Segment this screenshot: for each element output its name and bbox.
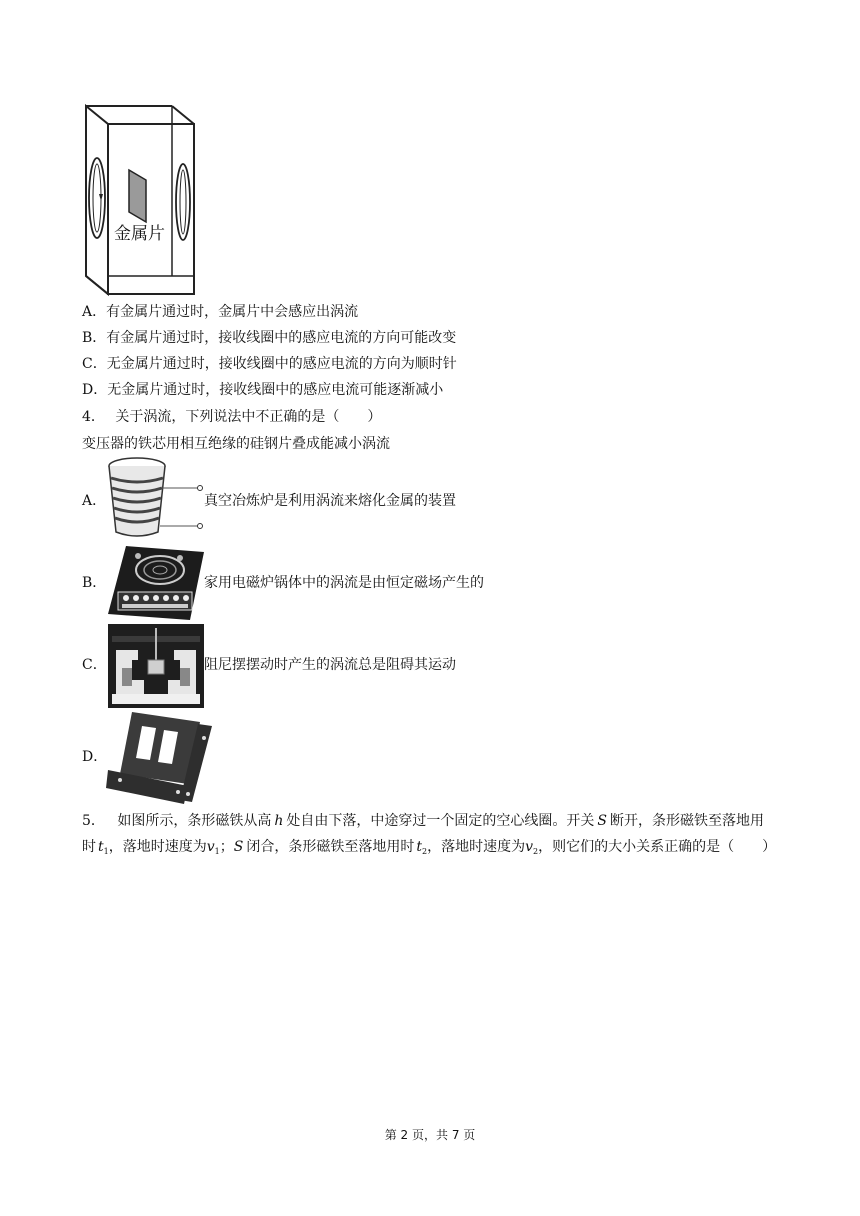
q5-line-2 <box>82 837 776 862</box>
induction-cooker-image <box>108 546 204 620</box>
q5-line-1 <box>82 811 764 831</box>
option-text: 有金属片通过时，金属片中会感应出涡流 <box>106 304 359 320</box>
metal-piece <box>129 170 146 222</box>
subscript: 1 <box>214 847 220 856</box>
q4-option-a-text: 真空冶炼炉是利用涡流来熔化金属的装置 <box>204 493 456 509</box>
q5-text-part: ，则它们的大小关系正确的是（ ） <box>538 839 777 855</box>
q3-option-b <box>82 328 456 348</box>
option-text: 有金属片通过时，接收线圈中的感应电流的方向可能改变 <box>106 330 457 346</box>
q3-option-d <box>82 380 443 400</box>
transmit-coil <box>89 158 105 238</box>
subscript: 2 <box>533 847 539 856</box>
q3-option-c <box>82 354 457 374</box>
q5-text-part: ，落地时速度为 <box>108 839 207 855</box>
metal-detector-figure <box>84 104 196 296</box>
q4-option-d-letter: D． <box>82 749 108 765</box>
q5-text-part: 处自由下落，中途穿过一个固定的空心线圈。开关 <box>286 813 595 829</box>
subscript: 1 <box>103 847 109 856</box>
q3-option-a <box>82 302 358 322</box>
subscript: 2 <box>421 847 428 856</box>
metal-piece-label: 金属片 <box>114 224 165 244</box>
option-letter: D． <box>82 382 108 398</box>
receive-coil <box>176 164 190 240</box>
metal-detector-drawing <box>84 104 196 296</box>
q4-option-b-text: 家用电磁炉锅体中的涡流是由恒定磁场产生的 <box>204 575 484 591</box>
question-stem: 关于涡流，下列说法中不正确的是（ ） <box>115 409 382 425</box>
option-letter: C． <box>82 356 107 372</box>
q5-text-part: 断开，条形磁铁至落地用 <box>610 813 764 829</box>
time-variable-1: t <box>98 839 104 855</box>
q5-text-part: 如图所示，条形磁铁从高 <box>117 813 272 829</box>
option-text: 无金属片通过时，接收线圈中的感应电流可能逐渐减小 <box>107 382 444 398</box>
option-letter: B． <box>82 330 107 346</box>
q5-text-part: 时 <box>82 839 96 855</box>
height-variable: h <box>274 813 284 829</box>
silicon-steel-sheets-image <box>108 712 214 804</box>
q4-option-c-letter: C． <box>82 657 107 673</box>
damping-pendulum-image <box>108 624 204 708</box>
q5-text-part: ； <box>219 839 234 855</box>
option-text: 无金属片通过时，接收线圈中的感应电流的方向为顺时针 <box>106 356 457 372</box>
q4-option-b-letter: B． <box>82 575 107 591</box>
q4-stem <box>82 407 381 427</box>
q4-option-c-text: 阻尼摆摆动时产生的涡流总是阻碍其运动 <box>204 657 456 673</box>
velocity-variable-2: v <box>525 839 533 855</box>
q4-option-a-letter: A． <box>82 493 107 509</box>
switch-variable: S <box>597 813 607 829</box>
page-footer: 第 2 页，共 7 页 <box>384 1128 476 1142</box>
question-number: 4． <box>82 409 105 425</box>
vacuum-furnace-image <box>104 456 208 540</box>
velocity-variable-1: v <box>206 839 215 855</box>
q5-text-part: 闭合，条形磁铁至落地用时 <box>246 839 415 855</box>
question-number: 5． <box>82 813 105 829</box>
option-letter: A． <box>82 304 107 320</box>
switch-variable: S <box>233 839 244 855</box>
q5-text-part: ，落地时速度为 <box>427 839 526 855</box>
time-variable-2: t <box>416 839 422 855</box>
q4-lead-statement: 变压器的铁芯用相互绝缘的硅钢片叠成能减小涡流 <box>82 436 390 452</box>
